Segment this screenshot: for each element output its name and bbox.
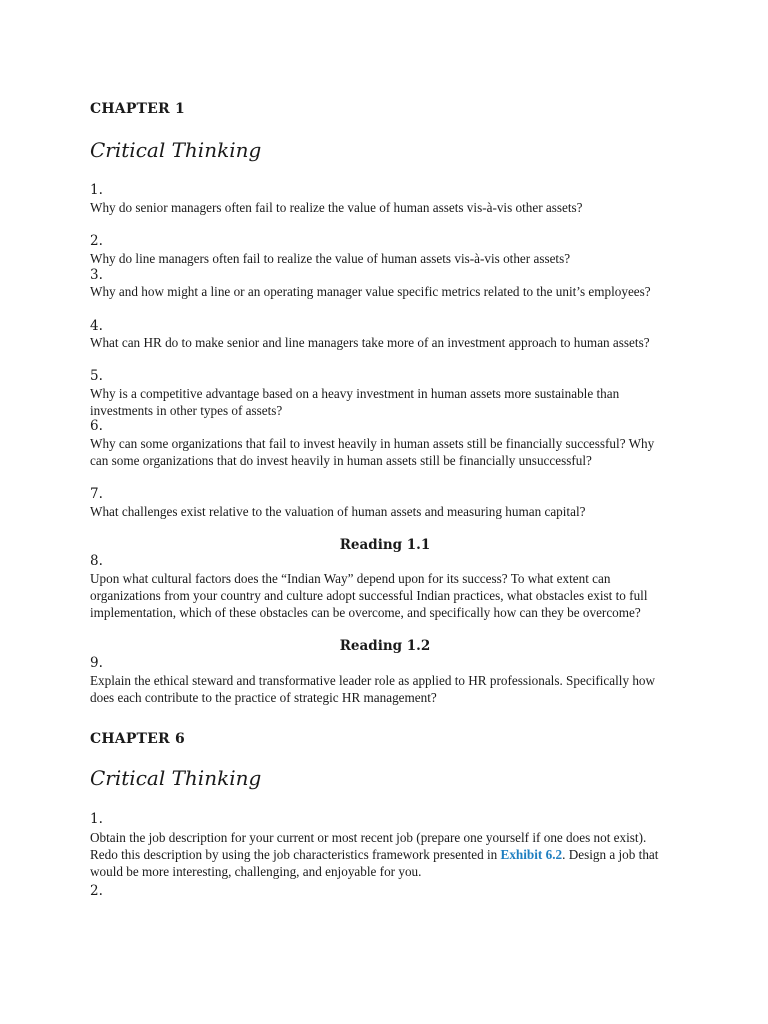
question-number: 8.	[90, 553, 103, 569]
question-text: What challenges exist relative to the valuation of human assets and measuring human capital?	[90, 504, 586, 519]
question-number: 2.	[90, 883, 103, 899]
question-text: Why and how might a line or an operating manager value specific metrics related to the unit’s employees?	[90, 284, 651, 299]
question-text: Why do line managers often fail to realize the value of human assets vis-à-vis other assets?	[90, 251, 571, 266]
chapter-6-heading: Critical Thinking	[90, 766, 262, 790]
question-text: Upon what cultural factors does the “Indian Way” depend upon for its success? To what extent can organizations from your country and culture adopt successful Indian practices, what obstacles exist to full implementation, which of these obstacles can be overcome, and specifically how can they be overcome?	[90, 571, 648, 620]
question-number: 4.	[90, 318, 103, 334]
question-text-start: Obtain the job description for your current or most recent job (prepare one yourself if one does not exist). Redo this description by using the job characteristics framework presented in	[90, 830, 647, 862]
question-text: Explain the ethical steward and transformative leader role as applied to HR professionals. Specifically how does each contribute to the practice of strategic HR management?	[90, 673, 656, 705]
question-number: 1.	[90, 811, 103, 827]
question-number: 1.	[90, 182, 103, 198]
reading-heading: Reading 1.1	[339, 537, 431, 553]
chapter-1-title: CHAPTER 1	[90, 101, 185, 117]
question-text: Why do senior managers often fail to realize the value of human assets vis-à-vis other assets?	[90, 200, 583, 215]
question-text: Why is a competitive advantage based on a heavy investment in human assets more sustainable than investments in other types of assets?	[90, 386, 620, 418]
chapter-6-title: CHAPTER 6	[90, 731, 185, 747]
question-number: 6.	[90, 418, 103, 434]
question-text	[90, 829, 675, 880]
question-number: 2.	[90, 233, 103, 249]
exhibit-link[interactable]: Exhibit 6.2	[500, 847, 563, 862]
question-text-end: . Design a job that would be more interesting, challenging, and enjoyable for you.	[90, 847, 659, 879]
reading-heading: Reading 1.2	[339, 638, 431, 654]
question-text: What can HR do to make senior and line managers take more of an investment approach to human assets?	[90, 335, 650, 350]
question-text: Why can some organizations that fail to invest heavily in human assets still be financially successful? Why can some organizations that do invest heavily in human assets still be financially unsuccessful?	[90, 436, 655, 468]
question-number: 7.	[90, 486, 103, 502]
question-number: 3.	[90, 267, 103, 283]
question-number: 9.	[90, 655, 103, 671]
question-number: 5.	[90, 368, 103, 384]
chapter-1-heading: Critical Thinking	[90, 138, 262, 162]
